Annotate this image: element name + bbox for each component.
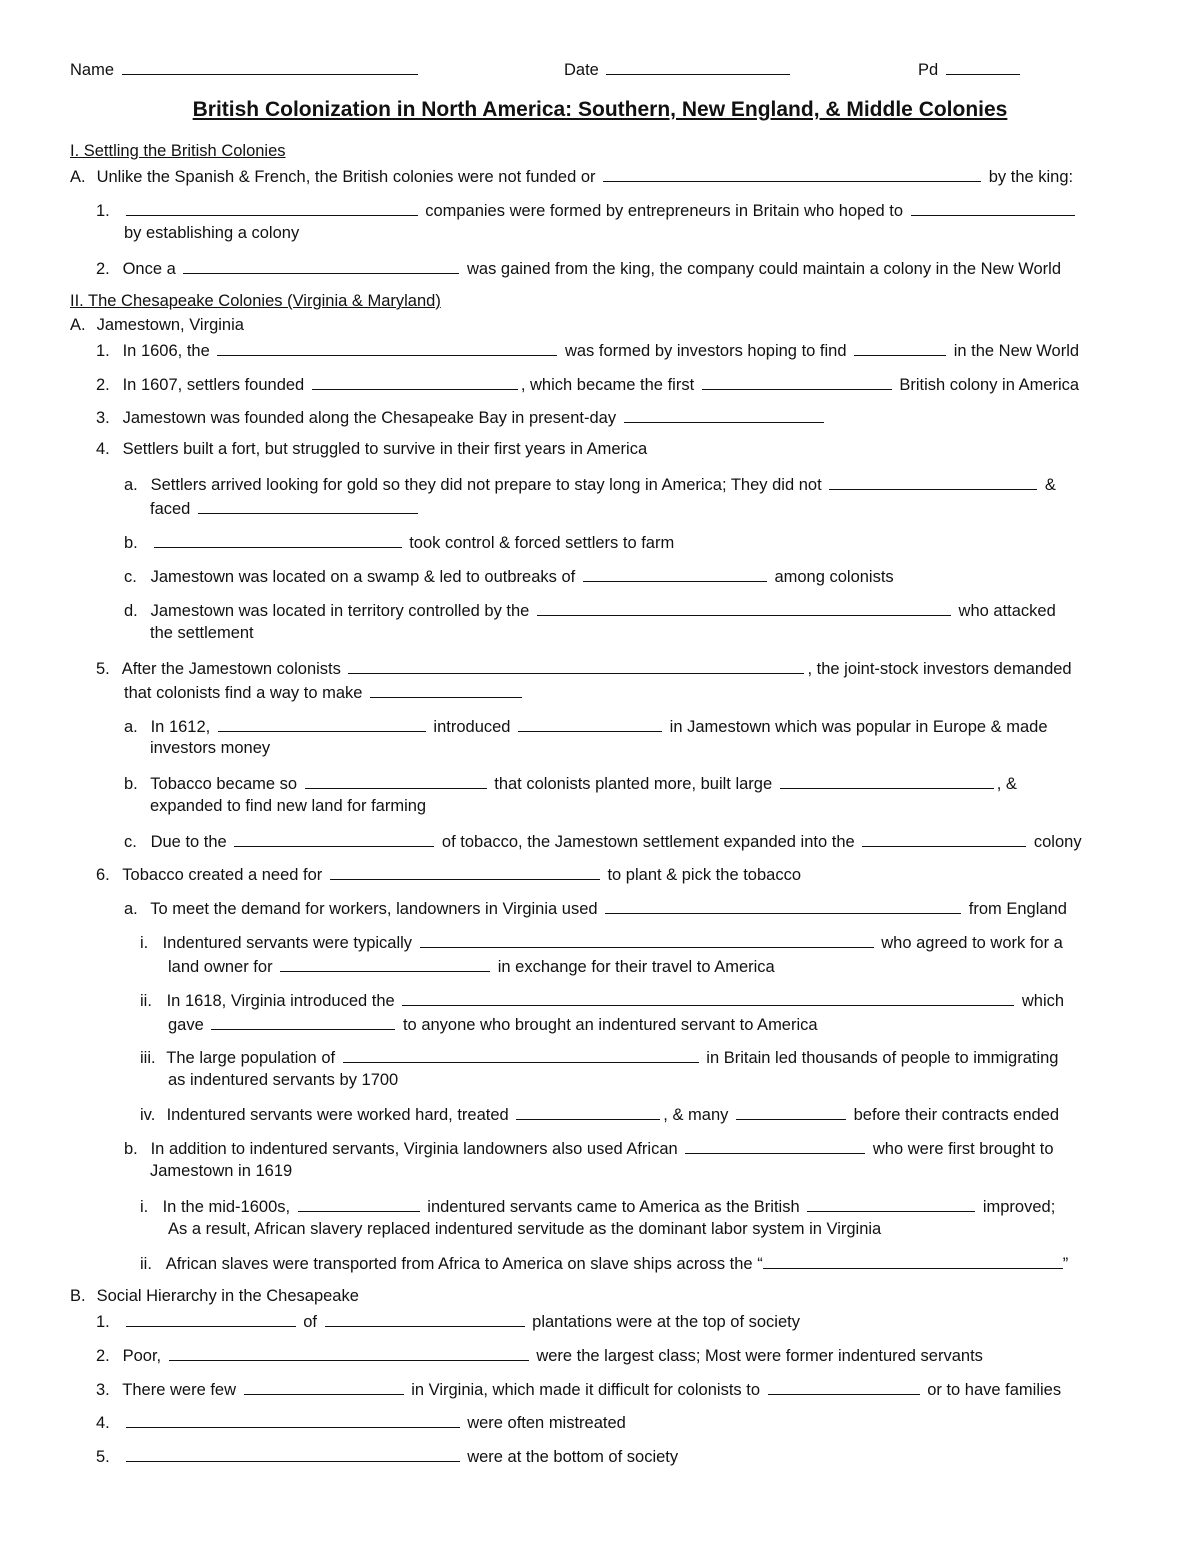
jamestown-item-6a-iii-cont: as indentured servants by 1700 [168,1071,399,1089]
header-row [70,56,1130,82]
jamestown-item-6a-iv: iv. Indentured servants were worked hard, treated , & many before their contracts ended [140,1101,1059,1127]
section-1-heading: I. Settling the British Colonies [70,142,286,160]
blank[interactable] [325,1308,525,1327]
blank[interactable] [420,929,874,948]
blank[interactable] [763,1250,1063,1269]
blank[interactable] [218,713,426,732]
jamestown-item-4d-cont: the settlement [150,624,254,642]
blank[interactable] [768,1376,920,1395]
blank[interactable] [736,1101,846,1120]
blank[interactable] [685,1135,865,1154]
blank[interactable] [198,495,418,514]
blank[interactable] [583,563,767,582]
blank[interactable] [829,471,1037,490]
jamestown-item-4a-cont: faced [150,495,421,521]
jamestown-item-6a: a. To meet the demand for workers, landowners in Virginia used from England [124,895,1067,921]
name-blank[interactable] [122,56,418,75]
blank[interactable] [244,1376,404,1395]
jamestown-item-6a-i: i. Indentured servants were typically who agreed to work for a [140,929,1063,955]
jamestown-item-4: 4. Settlers built a fort, but struggled to survive in their first years in America [96,440,648,458]
jamestown-item-3: 3. Jamestown was founded along the Chesapeake Bay in present-day [96,404,827,430]
social-item-3: 3. There were few in Virginia, which made it difficult for colonists to or to have families [96,1376,1061,1402]
blank[interactable] [603,163,981,182]
blank[interactable] [780,770,994,789]
section-2-item-a: A. Jamestown, Virginia [70,316,244,334]
period-label: Pd [918,61,939,79]
blank[interactable] [605,895,961,914]
page-title: British Colonization in North America: Southern, New England, & Middle Colonies [192,98,1008,121]
name-label: Name [70,61,115,79]
blank[interactable] [154,529,402,548]
section-2-item-b: B. Social Hierarchy in the Chesapeake [70,1287,359,1305]
jamestown-item-5: 5. After the Jamestown colonists , the joint-stock investors demanded [96,655,1072,681]
blank[interactable] [807,1193,975,1212]
jamestown-item-6b-cont: Jamestown in 1619 [150,1162,293,1180]
period-blank[interactable] [946,56,1020,75]
blank[interactable] [183,255,459,274]
jamestown-item-4b: b. took control & forced settlers to farm [124,529,674,555]
jamestown-item-5-cont: that colonists find a way to make [124,679,525,705]
blank[interactable] [211,1011,395,1030]
blank[interactable] [348,655,804,674]
jamestown-item-6b-i: i. In the mid-1600s, indentured servants came to America as the British improved; [140,1193,1055,1219]
jamestown-item-2: 2. In 1607, settlers founded , which became the first British colony in America [96,371,1079,397]
blank[interactable] [312,371,518,390]
section-1-item-1: 1. companies were formed by entrepreneurs in Britain who hoped to [96,197,1078,223]
jamestown-item-6a-iii: iii. The large population of in Britain led thousands of people to immigrating [140,1044,1059,1070]
jamestown-item-5a: a. In 1612, introduced in Jamestown which was popular in Europe & made [124,713,1048,739]
blank[interactable] [854,337,946,356]
blank[interactable] [518,713,662,732]
section-1-item-a: A. Unlike the Spanish & French, the British colonies were not funded or by the king: [70,163,1073,189]
jamestown-item-4a: a. Settlers arrived looking for gold so they did not prepare to stay long in America; They did not & [124,471,1056,497]
jamestown-item-5b-cont: expanded to find new land for farming [150,797,427,815]
blank[interactable] [370,679,522,698]
blank[interactable] [343,1044,699,1063]
blank[interactable] [624,404,824,423]
date-blank[interactable] [606,56,790,75]
social-item-2: 2. Poor, were the largest class; Most were former indentured servants [96,1342,983,1368]
blank[interactable] [280,953,490,972]
jamestown-item-1: 1. In 1606, the was formed by investors hoping to find in the New World [96,337,1079,363]
jamestown-item-6b-i-cont: As a result, African slavery replaced indentured servitude as the dominant labor system in Virginia [168,1220,882,1238]
blank[interactable] [298,1193,420,1212]
jamestown-item-5a-cont: investors money [150,739,271,757]
blank[interactable] [702,371,892,390]
jamestown-item-6a-ii-cont: gave to anyone who brought an indentured servant to America [168,1011,818,1037]
jamestown-item-6: 6. Tobacco created a need for to plant & pick the tobacco [96,861,801,887]
blank[interactable] [516,1101,660,1120]
section-2-heading: II. The Chesapeake Colonies (Virginia & Maryland) [70,292,441,310]
blank[interactable] [305,770,487,789]
blank[interactable] [126,1308,296,1327]
social-item-5: 5. were at the bottom of society [96,1443,678,1469]
blank[interactable] [911,197,1075,216]
blank[interactable] [169,1342,529,1361]
social-item-4: 4. were often mistreated [96,1409,626,1435]
blank[interactable] [402,987,1014,1006]
blank[interactable] [126,1409,460,1428]
date-field [564,56,793,82]
name-field [70,56,421,82]
period-field [918,56,1023,82]
jamestown-item-4d: d. Jamestown was located in territory controlled by the who attacked [124,597,1056,623]
jamestown-item-6a-i-cont: land owner for in exchange for their travel to America [168,953,775,979]
jamestown-item-6b: b. In addition to indentured servants, Virginia landowners also used African who were first brought to [124,1135,1054,1161]
social-item-1: 1. of plantations were at the top of society [96,1308,800,1334]
blank[interactable] [234,828,434,847]
date-label: Date [564,61,599,79]
blank[interactable] [126,197,418,216]
jamestown-item-6a-ii: ii. In 1618, Virginia introduced the which [140,987,1064,1013]
blank[interactable] [862,828,1026,847]
blank[interactable] [217,337,557,356]
section-1-item-2: 2. Once a was gained from the king, the company could maintain a colony in the New World [96,255,1061,281]
blank[interactable] [537,597,951,616]
blank[interactable] [126,1443,460,1462]
jamestown-item-4c: c. Jamestown was located on a swamp & led to outbreaks of among colonists [124,563,894,589]
blank[interactable] [330,861,600,880]
jamestown-item-6b-ii: ii. African slaves were transported from Africa to America on slave ships across the “ ” [140,1250,1068,1276]
section-1-item-1-cont: by establishing a colony [124,224,300,242]
jamestown-item-5b: b. Tobacco became so that colonists planted more, built large , & [124,770,1017,796]
jamestown-item-5c: c. Due to the of tobacco, the Jamestown settlement expanded into the colony [124,828,1082,854]
